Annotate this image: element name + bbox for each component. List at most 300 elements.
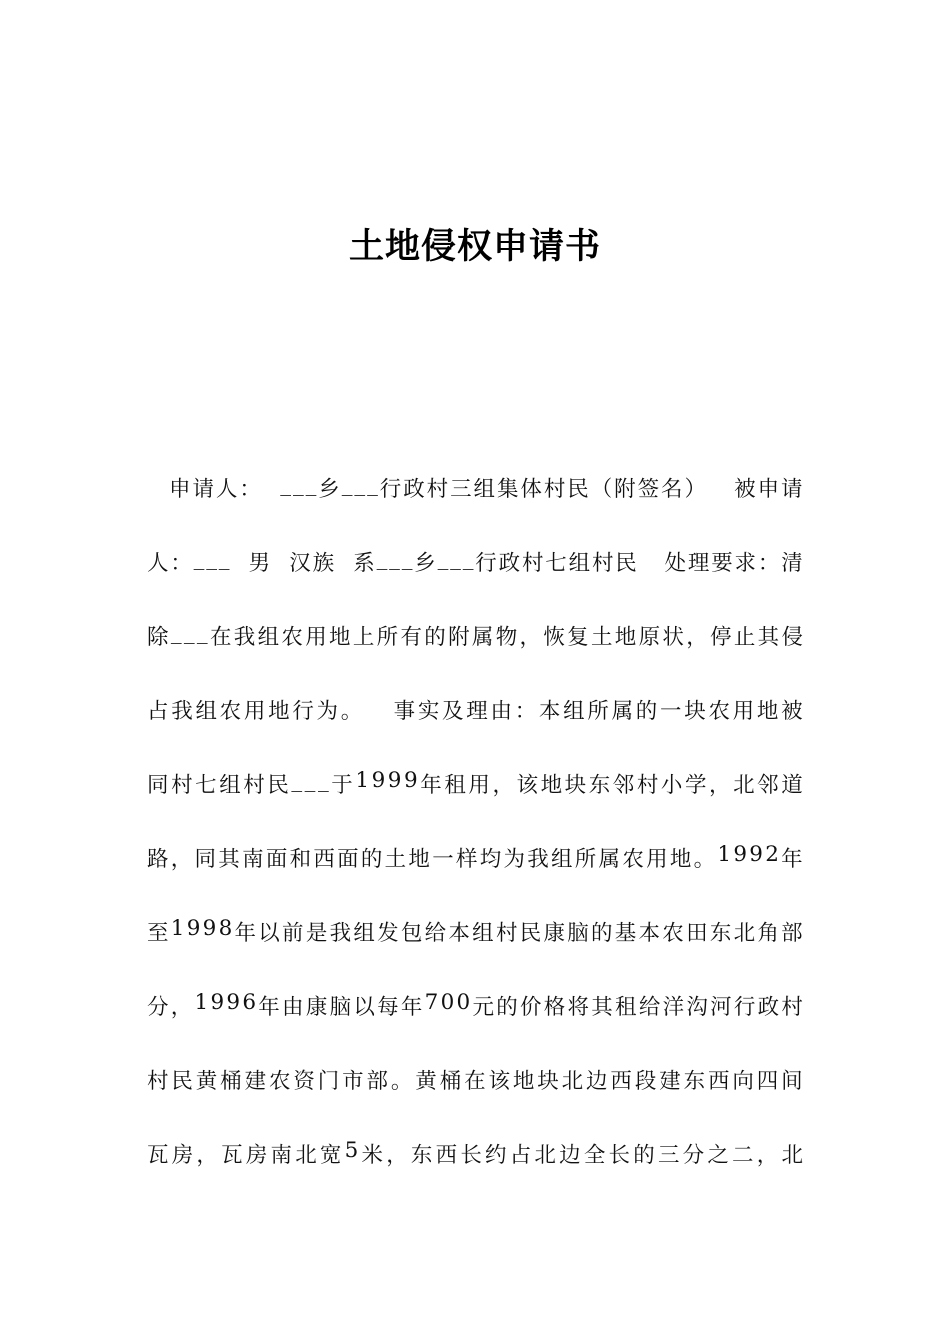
body-char: 由 [282,994,304,1020]
body-char: 学 [684,772,707,798]
body-char: 组 [472,920,494,946]
body-char: 的 [360,846,383,872]
body-char: 9 [749,841,763,867]
body-char: 我 [527,846,549,872]
body-char: 租 [615,994,637,1020]
body-char: _ [170,619,182,645]
body-char [384,694,391,725]
body-char: 黄 [415,1068,437,1094]
body-char: 6 [242,989,257,1015]
body-char: 我 [233,624,256,650]
body-char: 间 [781,1068,803,1094]
body-char: 东 [683,1068,706,1094]
body-char: 格 [543,994,566,1020]
body-char: 村 [243,772,265,798]
body-char: 用 [646,846,668,872]
body-char: 9 [404,767,418,793]
body-char: 人 [215,476,238,502]
body-char: 附 [448,624,470,650]
body-char: 包 [400,920,423,946]
body-char: 年 [420,772,442,798]
body-char: _ [218,545,230,571]
body-char: ： [757,550,780,576]
body-char: 块 [537,1068,559,1094]
body-char: 西 [707,1068,730,1094]
body-char: 该 [488,1068,510,1094]
body-char: 东 [588,772,611,798]
body-char: 一 [432,846,454,872]
body-char: 瓦 [221,1142,243,1168]
body-char: 租 [444,772,466,798]
body-char: 田 [686,920,708,946]
body-char: 8 [218,915,233,941]
body-char: 政 [403,476,425,502]
body-char: 给 [424,920,447,946]
body-char: 求 [734,550,757,576]
body-char: 所 [376,624,399,650]
body-char [639,546,646,577]
body-char: 年 [258,994,280,1020]
body-char: 边 [586,1068,608,1094]
body-char: 为 [316,698,339,724]
body-char: 村 [171,772,193,798]
body-char [272,472,279,503]
body-char: 土 [590,624,613,650]
body-char: 给 [638,994,661,1020]
body-char: 2 [765,841,779,867]
body-char: 被 [734,476,756,502]
body-char: 北 [534,1142,556,1168]
body-char: 房 [171,1142,194,1168]
body-char: 道 [781,772,803,798]
body-char: 请 [192,476,214,502]
body-char: 物 [495,624,518,650]
body-line [147,524,803,598]
body-char: 地 [540,772,563,798]
body-char: 停 [710,624,732,650]
body-char: 长 [608,1142,631,1168]
body-char: 村 [495,920,518,946]
body-char [263,472,270,503]
body-line-text [147,916,803,947]
body-char: 地 [669,846,692,872]
body-char: 要 [711,550,733,576]
body-line-text [147,768,803,799]
body-char: 四 [756,1068,779,1094]
body-char: 村 [781,994,803,1020]
body-char: ， [492,772,514,798]
body-char: 北 [733,772,755,798]
body-char: 恢 [543,624,565,650]
body-char: 行 [292,698,314,724]
body-char: 1 [355,767,370,793]
body-char: 均 [479,846,502,872]
body-line [147,968,803,1042]
body-char: 村 [147,1068,169,1094]
body-char: 0 [440,989,455,1015]
body-char: _ [206,545,217,571]
body-char: 请 [781,476,803,502]
body-char: 组 [195,698,217,724]
body-char: ） [684,476,706,502]
body-char: _ [450,545,461,571]
body-char: 上 [352,624,375,650]
body-char: 乡 [318,476,340,502]
body-char: 部 [366,1068,389,1094]
body-char: 事 [393,698,416,724]
body-char: 在 [209,624,232,650]
body-char: 9 [210,989,225,1015]
body-char: 以 [258,920,280,946]
body-char: 7 [424,989,439,1015]
body-char: 组 [551,846,573,872]
body-char [281,546,288,577]
body-char: 5 [344,1137,359,1163]
body-char: 9 [733,841,747,867]
body-char: 以 [353,994,375,1020]
body-char: 向 [732,1068,754,1094]
body-char: 组 [353,920,375,946]
body-char: 所 [574,846,597,872]
body-char: 系 [353,550,375,576]
body-char: 9 [371,767,386,793]
body-line [147,598,803,672]
body-char: 建 [244,1068,267,1094]
body-char: 农 [622,846,644,872]
body-char: 河 [710,994,732,1020]
body-char: 行 [475,550,497,576]
body-char: 有 [400,624,422,650]
body-char: 体 [520,476,542,502]
body-char: _ [304,767,316,793]
body-char: 桶 [220,1068,242,1094]
body-char: ： [239,476,261,502]
body-char: 原 [638,624,661,650]
body-char: 价 [519,994,542,1020]
body-char: 脑 [329,994,352,1020]
body-char: _ [367,471,378,497]
body-char: 门 [317,1068,340,1094]
body-char: 组 [257,624,280,650]
document-title: 土地侵权申请书 [348,227,601,267]
body-char: 市 [342,1068,364,1094]
body-char: 及 [442,698,464,724]
body-char: 宽 [319,1142,342,1168]
body-char [231,546,238,577]
body-char: 的 [496,994,518,1020]
body-char: 本 [538,698,561,724]
body-char: 基 [614,920,637,946]
body-line-text [147,842,803,873]
body-char: 元 [472,994,494,1020]
body-char: 南 [242,846,264,872]
body-char [336,546,343,577]
body-char: 的 [633,1142,655,1168]
body-char: 面 [337,846,359,872]
body-char: 由 [490,698,512,724]
body-char: _ [389,545,400,571]
body-char: 的 [424,624,446,650]
body-char: （ [590,476,613,502]
body-char: 占 [509,1142,532,1168]
body-char: _ [193,545,205,571]
body-char: 约 [485,1142,507,1168]
body-char: 用 [732,698,755,724]
body-char: 地 [614,624,637,650]
body-char: 1 [717,841,732,867]
body-char: 之 [707,1142,729,1168]
body-char: 其 [757,624,780,650]
body-char: _ [401,545,413,571]
body-char: 三 [657,1142,680,1168]
body-char: 止 [733,624,756,650]
body-char: 的 [591,920,613,946]
body-char: 政 [498,550,521,576]
body-char: 地 [756,698,779,724]
body-char: 农 [708,698,730,724]
body-char: 占 [147,698,169,724]
body-char: 七 [195,772,217,798]
body-char: _ [291,767,303,793]
body-char: 瓦 [147,1142,169,1168]
body-char: 于 [331,772,353,798]
body-char: 长 [460,1142,482,1168]
body-char: 用 [243,698,266,724]
body-char: 农 [281,624,303,650]
body-char: 年 [234,920,257,946]
body-char: 复 [567,624,589,650]
body-char: 西 [610,1068,632,1094]
body-char: 北 [295,1142,317,1168]
body-char: 每 [377,994,399,1020]
body-char: 桶 [439,1068,462,1094]
body-char: ： [514,698,537,724]
body-char: _ [305,471,317,497]
body-char: 0 [456,989,471,1015]
body-line [147,894,803,968]
body-char: 地 [408,846,430,872]
body-char: 房 [245,1142,268,1168]
body-char: 签 [637,476,660,502]
body-char [365,694,372,725]
body-char: 民 [567,476,589,502]
body-char: 人 [147,550,169,576]
body-char: 农 [219,698,242,724]
body-char: 除 [147,624,169,650]
body-char: 村 [426,476,449,502]
body-char: 农 [662,920,684,946]
body-char: 分 [147,994,169,1020]
body-char: 块 [564,772,587,798]
body-char: 脑 [567,920,589,946]
body-char: 汉 [289,550,311,576]
body-char: 民 [615,550,637,576]
body-line [147,1042,803,1116]
body-char: 米 [361,1142,384,1168]
body-char: 至 [147,920,169,946]
body-char: 西 [313,846,335,872]
body-char: 同 [194,846,217,872]
body-char: 实 [417,698,440,724]
body-line [147,1116,803,1190]
body-char: ： [170,550,192,576]
body-char: 黄 [195,1068,218,1094]
body-line [147,672,803,746]
body-char: ， [170,846,193,872]
body-line-text [147,1064,803,1095]
body-char: _ [462,545,474,571]
body-char: 北 [733,920,756,946]
body-char: 我 [329,920,352,946]
body-char: 发 [377,920,399,946]
body-char: 西 [435,1142,458,1168]
body-char: 东 [709,920,732,946]
body-char [717,472,724,503]
body-char: ， [196,1142,218,1168]
body-char: 。 [693,846,716,872]
body-char [708,472,715,503]
body-char: 行 [379,476,402,502]
body-char: 用 [305,624,327,650]
body-char: 民 [519,920,542,946]
body-char [656,546,663,577]
body-char: 二 [732,1142,754,1168]
body-char: 北 [781,1142,803,1168]
body-char: 分 [682,1142,705,1168]
body-char: 南 [270,1142,293,1168]
body-char: 全 [583,1142,606,1168]
body-char: 其 [218,846,240,872]
body-char: 地 [512,1068,535,1094]
body-char: 村 [636,772,659,798]
body-char: _ [376,545,388,571]
body-char: 地 [329,624,351,650]
body-char: 理 [687,550,710,576]
body-char: 段 [634,1068,657,1094]
body-char: 政 [757,994,780,1020]
body-char: 民 [267,772,289,798]
body-char: 东 [410,1142,433,1168]
body-line-text [147,620,803,651]
body-char: 属 [471,624,494,650]
body-char: 9 [202,915,217,941]
body-line-text [147,694,803,725]
body-char: 洋 [662,994,685,1020]
body-char: _ [183,619,195,645]
body-char: 本 [638,920,661,946]
body-char: 申 [757,476,780,502]
body-char: _ [280,471,292,497]
body-char: 面 [265,846,288,872]
body-line [147,746,803,820]
body-char: 9 [186,915,201,941]
body-char: _ [196,619,208,645]
body-char: 一 [660,698,682,724]
body-char: _ [437,545,449,571]
body-char: ， [170,994,193,1020]
body-char: 三 [450,476,472,502]
body-char: 民 [171,1068,193,1094]
body-char: 样 [455,846,478,872]
body-char: 的 [635,698,658,724]
body-char [272,546,279,577]
body-char: 前 [282,920,304,946]
body-char: 年 [781,846,803,872]
body-char: 沟 [686,994,708,1020]
body-char: 本 [448,920,470,946]
body-char: 被 [781,698,803,724]
body-char: ， [709,772,731,798]
body-char: 组 [568,550,591,576]
body-char: 组 [563,698,585,724]
body-char: 村 [591,550,614,576]
body-line-text [147,1138,803,1169]
body-char: 为 [503,846,525,872]
body-line-text [147,990,803,1021]
body-char: 地 [268,698,290,724]
body-char: 该 [516,772,539,798]
body-char: 块 [684,698,706,724]
body-char: 角 [757,920,779,946]
body-char: _ [341,471,353,497]
body-char: 属 [598,846,621,872]
body-char: 邻 [757,772,779,798]
body-char: 是 [305,920,328,946]
body-char: 。 [390,1068,413,1094]
body-char: 族 [312,550,335,576]
body-char: 七 [545,550,567,576]
body-char: 将 [567,994,590,1020]
body-char: 北 [561,1068,584,1094]
body-char: 在 [464,1068,486,1094]
body-char: 路 [147,846,169,872]
body-char: ， [386,1142,408,1168]
body-char: 1 [170,915,185,941]
body-char: 申 [169,476,191,502]
body-char: 属 [611,698,634,724]
body-char: 。 [340,698,363,724]
body-char: 建 [659,1068,681,1094]
body-char: 年 [400,994,423,1020]
body-line [147,450,803,524]
body-char: 康 [305,994,328,1020]
body-char: 集 [496,476,519,502]
body-char: ， [686,624,708,650]
body-char: 村 [543,476,566,502]
body-line-text [147,546,803,577]
body-char: 理 [466,698,488,724]
body-char: 所 [587,698,609,724]
body-char: 部 [781,920,803,946]
body-char: 用 [468,772,490,798]
body-char: 乡 [414,550,436,576]
body-char: 9 [387,767,402,793]
body-char: 资 [293,1068,315,1094]
body-line [147,820,803,894]
body-char: 土 [384,846,407,872]
body-char: _ [317,767,329,793]
body-char: 小 [660,772,683,798]
body-char: 我 [171,698,193,724]
body-char: 附 [614,476,636,502]
body-char: 侵 [781,624,803,650]
body-char: 行 [733,994,756,1020]
body-char: 和 [289,846,312,872]
body-char: 组 [473,476,496,502]
body-char: 邻 [612,772,635,798]
body-char: 处 [664,550,687,576]
body-char [725,472,732,503]
